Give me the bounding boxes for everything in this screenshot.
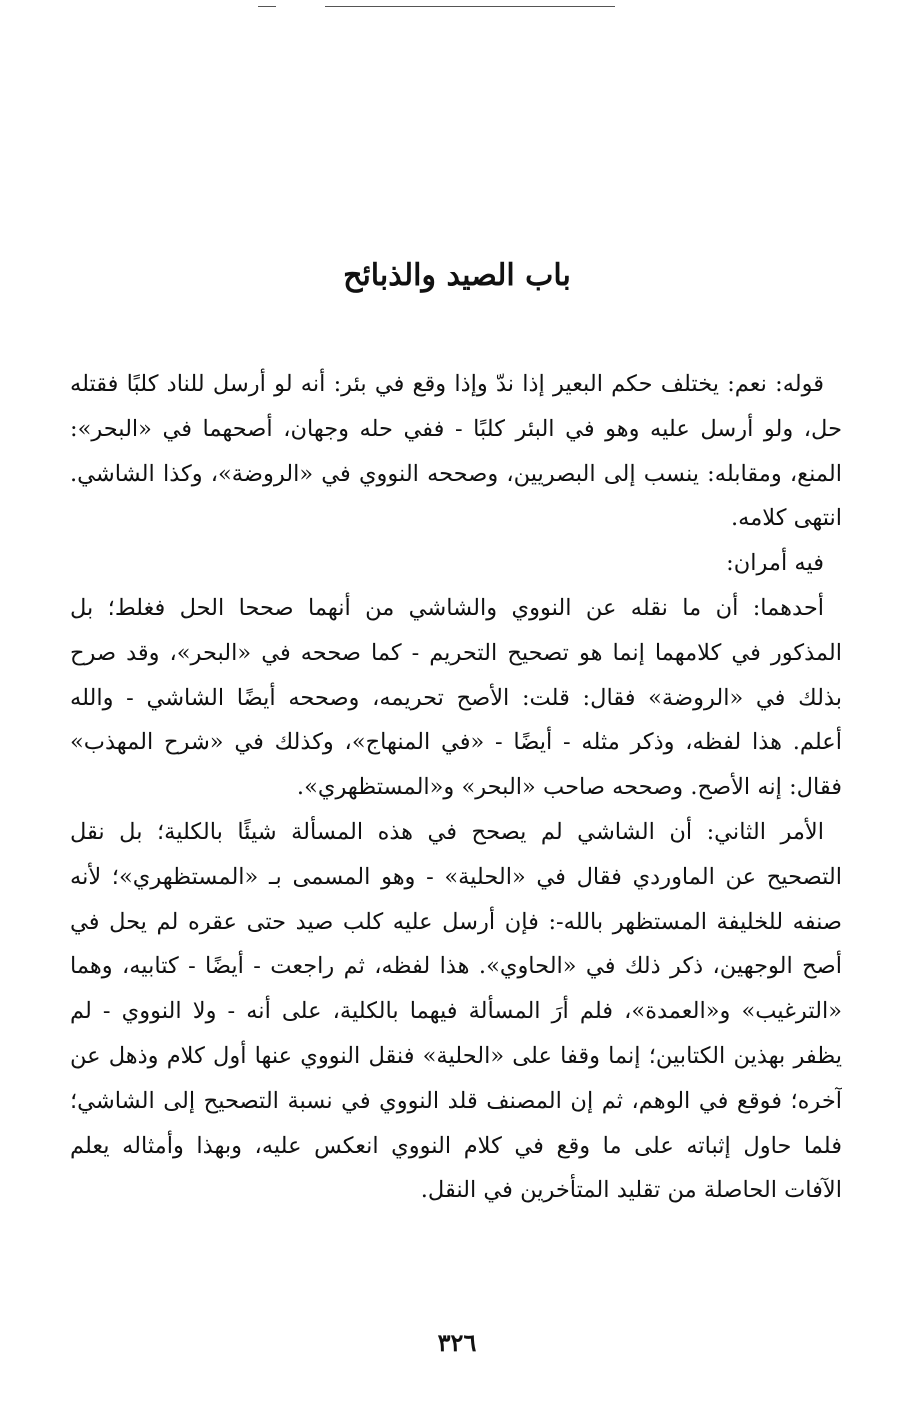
top-rule-short [258, 6, 276, 7]
text-line: فلما حاول إثباته على ما وقع في كلام النووي انعكس عليه، وبهذا وأمثاله يعلم [70, 1132, 842, 1159]
text-line: المنع، ومقابله: ينسب إلى البصريين، وصححه النووي في «الروضة»، وكذا الشاشي. [70, 460, 842, 487]
text-line: انتهى كلامه. [731, 505, 842, 532]
text-line: المذكور في كلامهما إنما هو تصحيح التحريم - كما صححه في «البحر»، وقد صرح [70, 639, 842, 666]
text-line: آخره؛ فوقع في الوهم، ثم إن المصنف قلد النووي في نسبة التصحيح إلى الشاشي؛ [70, 1087, 842, 1114]
text-line: الآفات الحاصلة من تقليد المتأخرين في النقل. [420, 1177, 842, 1204]
text-body [70, 362, 842, 1213]
page-number: ٣٢٦ [437, 1328, 477, 1357]
text-line: أصح الوجهين، ذكر ذلك في «الحاوي». هذا لفظه، ثم راجعت - أيضًا - كتابيه، وهما [70, 953, 842, 980]
top-rule-long [325, 6, 615, 7]
text-line: صنفه للخليفة المستظهر بالله-: فإن أرسل عليه كلب صيد حتى عقره لم يحل في [70, 908, 842, 935]
page-title: باب الصيد والذبائح [343, 258, 571, 293]
text-line: «الترغيب» و«العمدة»، فلم أرَ المسألة فيهما بالكلية، على أنه - ولا النووي - لم [70, 998, 842, 1025]
text-line: فقال: إنه الأصح. وصححه صاحب «البحر» و«المستظهري». [296, 774, 842, 801]
text-line: فيه أمران: [726, 550, 824, 577]
text-line: حل، ولو أرسل عليه وهو في البئر كلبًا - ففي حله وجهان، أصحهما في «البحر»: [70, 415, 842, 442]
text-line: الأمر الثاني: أن الشاشي لم يصحح في هذه المسألة شيئًا بالكلية؛ بل نقل [70, 818, 824, 845]
text-line: بذلك في «الروضة» فقال: قلت: الأصح تحريمه، وصححه أيضًا الشاشي - والله [70, 684, 842, 711]
text-line: أحدهما: أن ما نقله عن النووي والشاشي من أنهما صححا الحل فغلط؛ بل [70, 594, 824, 621]
text-line: التصحيح عن الماوردي فقال في «الحلية» - وهو المسمى بـ «المستظهري»؛ لأنه [70, 863, 842, 890]
text-line: يظفر بهذين الكتابين؛ إنما وقفا على «الحلية» فنقل النووي عنها أول كلام وذهل عن [70, 1042, 842, 1069]
text-line: أعلم. هذا لفظه، وذكر مثله - أيضًا - «في المنهاج»، وكذلك في «شرح المهذب» [70, 729, 842, 756]
text-line: قوله: نعم: يختلف حكم البعير إذا ندّ وإذا وقع في بئر: أنه لو أرسل للناد كلبًا فقتله [70, 371, 824, 397]
